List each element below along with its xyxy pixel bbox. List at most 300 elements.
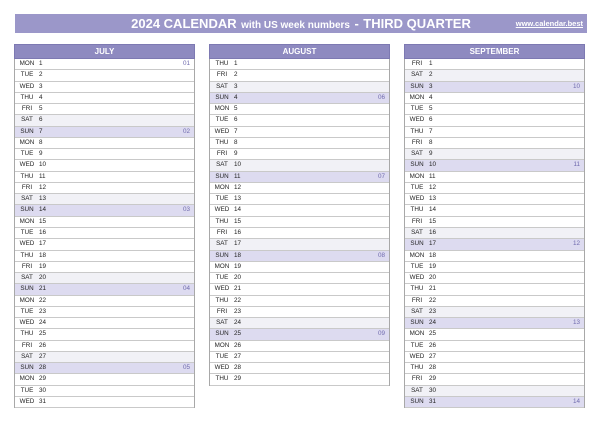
day-row	[405, 284, 584, 295]
day-number: 19	[234, 262, 242, 270]
day-number: 19	[39, 262, 47, 270]
day-of-week: SUN	[410, 82, 424, 90]
day-of-week: MON	[19, 296, 35, 304]
day-row	[405, 183, 584, 194]
day-row	[210, 104, 389, 115]
day-number: 8	[234, 138, 238, 146]
day-row	[15, 115, 194, 126]
day-row	[15, 172, 194, 183]
day-of-week: SAT	[411, 386, 423, 394]
day-of-week: SUN	[215, 251, 229, 259]
day-number: 2	[429, 71, 433, 79]
day-number: 1	[234, 60, 238, 67]
day-number: 4	[234, 93, 238, 101]
day-number: 20	[234, 274, 242, 282]
day-row	[405, 228, 584, 239]
day-row	[405, 70, 584, 81]
day-row	[405, 374, 584, 385]
day-of-week: THU	[410, 127, 424, 135]
day-row	[210, 341, 389, 352]
day-row	[15, 341, 194, 352]
day-number: 28	[234, 364, 242, 372]
day-row	[405, 138, 584, 149]
day-number: 12	[234, 183, 242, 191]
day-of-week: THU	[410, 285, 424, 293]
day-row	[15, 397, 194, 408]
day-row	[405, 262, 584, 273]
day-number: 15	[39, 217, 47, 225]
day-of-week: WED	[19, 161, 35, 169]
day-row	[15, 239, 194, 250]
title-subtitle: with US week numbers	[241, 20, 350, 31]
day-row	[405, 59, 584, 70]
day-number: 31	[39, 397, 47, 405]
day-number: 6	[39, 116, 43, 124]
day-of-week: MON	[409, 172, 425, 180]
day-number: 3	[429, 82, 433, 90]
week-number: 02	[182, 127, 190, 135]
day-of-week: THU	[20, 93, 34, 101]
day-of-week: THU	[20, 251, 34, 259]
day-number: 28	[39, 364, 47, 372]
day-of-week: SAT	[411, 228, 423, 236]
day-number: 4	[429, 93, 433, 101]
day-number: 25	[39, 330, 47, 338]
day-row	[405, 363, 584, 374]
day-number: 27	[39, 352, 47, 360]
day-of-week: WED	[409, 274, 425, 282]
day-row	[210, 172, 389, 183]
day-row	[15, 205, 194, 216]
day-number: 26	[39, 341, 47, 349]
day-of-week: MON	[409, 330, 425, 338]
day-of-week: TUE	[410, 262, 424, 270]
day-number: 12	[39, 183, 47, 191]
day-row	[210, 59, 389, 70]
day-row	[405, 341, 584, 352]
day-row	[15, 329, 194, 340]
day-of-week: WED	[19, 82, 35, 90]
day-number: 25	[234, 330, 242, 338]
day-number: 2	[39, 71, 43, 79]
day-of-week: SAT	[216, 82, 228, 90]
day-row	[210, 70, 389, 81]
day-number: 13	[39, 195, 47, 203]
day-row	[15, 149, 194, 160]
day-of-week: SUN	[410, 240, 424, 248]
day-of-week: SUN	[20, 364, 34, 372]
day-of-week: SUN	[20, 127, 34, 135]
day-row	[210, 251, 389, 262]
day-row	[15, 307, 194, 318]
day-of-week: FRI	[411, 138, 423, 146]
day-of-week: FRI	[216, 71, 228, 79]
day-of-week: THU	[410, 206, 424, 214]
day-number: 12	[429, 183, 437, 191]
day-row	[210, 138, 389, 149]
day-number: 11	[429, 172, 436, 180]
day-row	[15, 70, 194, 81]
day-number: 10	[429, 161, 437, 169]
day-row	[210, 296, 389, 307]
day-of-week: TUE	[410, 341, 424, 349]
day-of-week: FRI	[21, 105, 33, 113]
day-number: 27	[429, 352, 437, 360]
day-number: 31	[429, 397, 437, 405]
day-row	[405, 149, 584, 160]
day-row	[15, 93, 194, 104]
day-row	[15, 59, 194, 70]
day-number: 29	[39, 375, 47, 383]
day-row	[405, 104, 584, 115]
day-number: 4	[39, 93, 43, 101]
day-row	[210, 205, 389, 216]
day-row	[405, 386, 584, 397]
day-of-week: TUE	[410, 183, 424, 191]
day-row	[15, 273, 194, 284]
day-of-week: TUE	[410, 105, 424, 113]
day-row	[15, 217, 194, 228]
day-of-week: TUE	[215, 116, 229, 124]
day-of-week: FRI	[411, 217, 423, 225]
day-row	[210, 228, 389, 239]
day-of-week: SAT	[216, 240, 228, 248]
day-of-week: SUN	[410, 397, 424, 405]
day-number: 16	[429, 228, 437, 236]
day-number: 18	[234, 251, 242, 259]
day-of-week: FRI	[411, 60, 423, 67]
page-title	[15, 14, 587, 33]
day-of-week: FRI	[411, 375, 423, 383]
day-number: 5	[234, 105, 238, 113]
month-rows	[14, 59, 195, 408]
day-number: 24	[429, 319, 437, 327]
day-of-week: SUN	[410, 319, 424, 327]
day-row	[405, 273, 584, 284]
day-of-week: SUN	[410, 161, 424, 169]
day-of-week: MON	[214, 341, 230, 349]
day-number: 14	[39, 206, 47, 214]
day-of-week: TUE	[20, 228, 34, 236]
day-number: 1	[429, 60, 433, 67]
day-of-week: MON	[214, 183, 230, 191]
day-row	[15, 160, 194, 171]
day-row	[210, 115, 389, 126]
day-number: 26	[234, 341, 242, 349]
day-row	[210, 82, 389, 93]
week-number: 11	[573, 161, 580, 169]
day-row	[210, 160, 389, 171]
day-number: 10	[234, 161, 242, 169]
day-row	[210, 273, 389, 284]
month-header: SEPTEMBER	[404, 44, 585, 59]
day-row	[210, 307, 389, 318]
day-number: 17	[234, 240, 242, 248]
day-row	[210, 183, 389, 194]
month-rows	[404, 59, 585, 408]
day-of-week: WED	[19, 319, 35, 327]
day-of-week: FRI	[216, 228, 228, 236]
day-of-week: MON	[409, 93, 425, 101]
title-bar	[15, 14, 587, 33]
day-of-week: THU	[410, 364, 424, 372]
day-number: 23	[429, 307, 437, 315]
week-number: 05	[182, 364, 190, 372]
day-row	[15, 82, 194, 93]
day-row	[405, 296, 584, 307]
day-row	[405, 160, 584, 171]
title-main: 2024 CALENDAR	[131, 16, 237, 31]
day-number: 9	[39, 150, 43, 158]
day-number: 6	[429, 116, 433, 124]
day-row	[405, 397, 584, 408]
week-number: 12	[572, 240, 580, 248]
week-number: 09	[377, 330, 385, 338]
day-of-week: SAT	[216, 319, 228, 327]
day-number: 24	[39, 319, 47, 327]
day-row	[210, 194, 389, 205]
day-number: 7	[39, 127, 43, 135]
day-number: 29	[429, 375, 437, 383]
day-of-week: SAT	[216, 161, 228, 169]
day-number: 22	[39, 296, 47, 304]
day-number: 25	[429, 330, 437, 338]
day-number: 2	[234, 71, 238, 79]
month-rows	[209, 59, 390, 386]
day-of-week: SAT	[21, 195, 33, 203]
day-of-week: TUE	[20, 386, 34, 394]
day-row	[15, 127, 194, 138]
day-of-week: WED	[214, 206, 230, 214]
day-of-week: TUE	[20, 71, 34, 79]
day-of-week: THU	[215, 60, 229, 67]
day-of-week: THU	[215, 217, 229, 225]
title-dash: -	[354, 16, 359, 31]
day-of-week: MON	[19, 217, 35, 225]
day-number: 20	[429, 274, 437, 282]
day-number: 13	[234, 195, 242, 203]
day-number: 15	[429, 217, 437, 225]
day-number: 15	[234, 217, 242, 225]
week-number: 13	[572, 319, 580, 327]
day-number: 5	[39, 105, 43, 113]
week-number: 14	[572, 397, 580, 405]
week-number: 04	[182, 285, 190, 293]
day-of-week: TUE	[20, 307, 34, 315]
day-number: 29	[234, 375, 242, 383]
day-of-week: WED	[214, 127, 230, 135]
day-of-week: WED	[19, 397, 35, 405]
day-of-week: MON	[19, 60, 35, 67]
day-row	[405, 239, 584, 250]
day-row	[15, 228, 194, 239]
day-of-week: SAT	[21, 352, 33, 360]
day-row	[405, 115, 584, 126]
day-number: 16	[39, 228, 47, 236]
day-number: 21	[39, 285, 47, 293]
month-column-july	[14, 44, 195, 408]
day-row	[15, 262, 194, 273]
day-row	[405, 352, 584, 363]
day-number: 7	[234, 127, 238, 135]
day-of-week: TUE	[215, 274, 229, 282]
day-of-week: THU	[20, 172, 34, 180]
day-of-week: MON	[409, 251, 425, 259]
day-of-week: FRI	[21, 262, 33, 270]
day-of-week: SAT	[21, 274, 33, 282]
day-row	[405, 251, 584, 262]
day-of-week: WED	[409, 352, 425, 360]
day-number: 26	[429, 341, 437, 349]
site-link[interactable]: www.calendar.best	[515, 19, 583, 28]
day-row	[405, 205, 584, 216]
day-number: 28	[429, 364, 437, 372]
day-number: 17	[429, 240, 437, 248]
day-number: 13	[429, 195, 437, 203]
day-number: 30	[429, 386, 437, 394]
day-number: 1	[39, 60, 43, 67]
day-of-week: SUN	[20, 285, 34, 293]
day-row	[210, 239, 389, 250]
day-row	[405, 194, 584, 205]
day-number: 14	[234, 206, 242, 214]
day-row	[15, 318, 194, 329]
day-row	[210, 284, 389, 295]
day-of-week: SUN	[215, 172, 229, 180]
day-number: 8	[39, 138, 43, 146]
day-of-week: SAT	[411, 150, 423, 158]
day-number: 8	[429, 138, 433, 146]
day-of-week: SUN	[215, 93, 229, 101]
day-row	[15, 183, 194, 194]
day-of-week: SAT	[21, 116, 33, 124]
day-row	[405, 307, 584, 318]
month-column-august	[209, 44, 390, 386]
day-number: 22	[429, 296, 437, 304]
day-of-week: TUE	[20, 150, 34, 158]
day-number: 21	[234, 285, 242, 293]
day-of-week: TUE	[215, 352, 229, 360]
day-of-week: SUN	[20, 206, 34, 214]
day-of-week: MON	[214, 105, 230, 113]
day-number: 20	[39, 274, 47, 282]
day-of-week: TUE	[215, 195, 229, 203]
day-row	[15, 352, 194, 363]
day-row	[15, 104, 194, 115]
day-number: 17	[39, 240, 47, 248]
day-row	[210, 217, 389, 228]
day-row	[15, 374, 194, 385]
day-number: 27	[234, 352, 242, 360]
day-row	[210, 149, 389, 160]
day-number: 23	[234, 307, 242, 315]
day-row	[405, 172, 584, 183]
month-column-september	[404, 44, 585, 408]
day-of-week: SAT	[411, 71, 423, 79]
day-of-week: THU	[20, 330, 34, 338]
day-number: 11	[39, 172, 46, 180]
day-of-week: WED	[19, 240, 35, 248]
day-row	[15, 284, 194, 295]
month-header: AUGUST	[209, 44, 390, 59]
day-number: 7	[429, 127, 433, 135]
day-row	[15, 138, 194, 149]
day-number: 21	[429, 285, 437, 293]
day-row	[210, 374, 389, 385]
day-of-week: FRI	[411, 296, 423, 304]
week-number: 03	[182, 206, 190, 214]
day-of-week: FRI	[21, 183, 33, 191]
day-row	[15, 251, 194, 262]
day-of-week: WED	[409, 195, 425, 203]
day-row	[210, 318, 389, 329]
day-number: 22	[234, 296, 242, 304]
day-row	[210, 329, 389, 340]
day-row	[210, 363, 389, 374]
day-of-week: THU	[215, 296, 229, 304]
day-number: 9	[234, 150, 238, 158]
day-of-week: FRI	[216, 307, 228, 315]
day-of-week: SAT	[411, 307, 423, 315]
day-of-week: MON	[214, 262, 230, 270]
day-of-week: THU	[215, 138, 229, 146]
day-number: 30	[39, 386, 47, 394]
day-of-week: SUN	[215, 330, 229, 338]
day-number: 16	[234, 228, 242, 236]
day-row	[405, 82, 584, 93]
day-number: 23	[39, 307, 47, 315]
day-of-week: THU	[215, 375, 229, 383]
day-number: 18	[39, 251, 47, 259]
month-header: JULY	[14, 44, 195, 59]
day-of-week: WED	[214, 364, 230, 372]
day-of-week: WED	[214, 285, 230, 293]
day-number: 6	[234, 116, 238, 124]
day-number: 3	[234, 82, 238, 90]
day-number: 5	[429, 105, 433, 113]
day-number: 19	[429, 262, 437, 270]
day-number: 3	[39, 82, 43, 90]
day-row	[15, 296, 194, 307]
week-number: 01	[182, 60, 190, 67]
day-row	[210, 352, 389, 363]
day-row	[405, 318, 584, 329]
day-number: 9	[429, 150, 433, 158]
day-of-week: FRI	[21, 341, 33, 349]
day-of-week: MON	[19, 375, 35, 383]
day-number: 24	[234, 319, 242, 327]
day-of-week: FRI	[216, 150, 228, 158]
day-number: 14	[429, 206, 437, 214]
day-row	[405, 217, 584, 228]
week-number: 06	[377, 93, 385, 101]
week-number: 10	[572, 82, 580, 90]
day-row	[405, 127, 584, 138]
day-row	[15, 386, 194, 397]
day-of-week: WED	[409, 116, 425, 124]
day-number: 18	[429, 251, 437, 259]
day-number: 11	[234, 172, 241, 180]
day-number: 10	[39, 161, 47, 169]
day-row	[15, 194, 194, 205]
day-row	[15, 363, 194, 374]
day-row	[210, 93, 389, 104]
title-quarter: THIRD QUARTER	[363, 16, 471, 31]
day-row	[210, 262, 389, 273]
day-row	[405, 93, 584, 104]
day-row	[210, 127, 389, 138]
day-row	[405, 329, 584, 340]
